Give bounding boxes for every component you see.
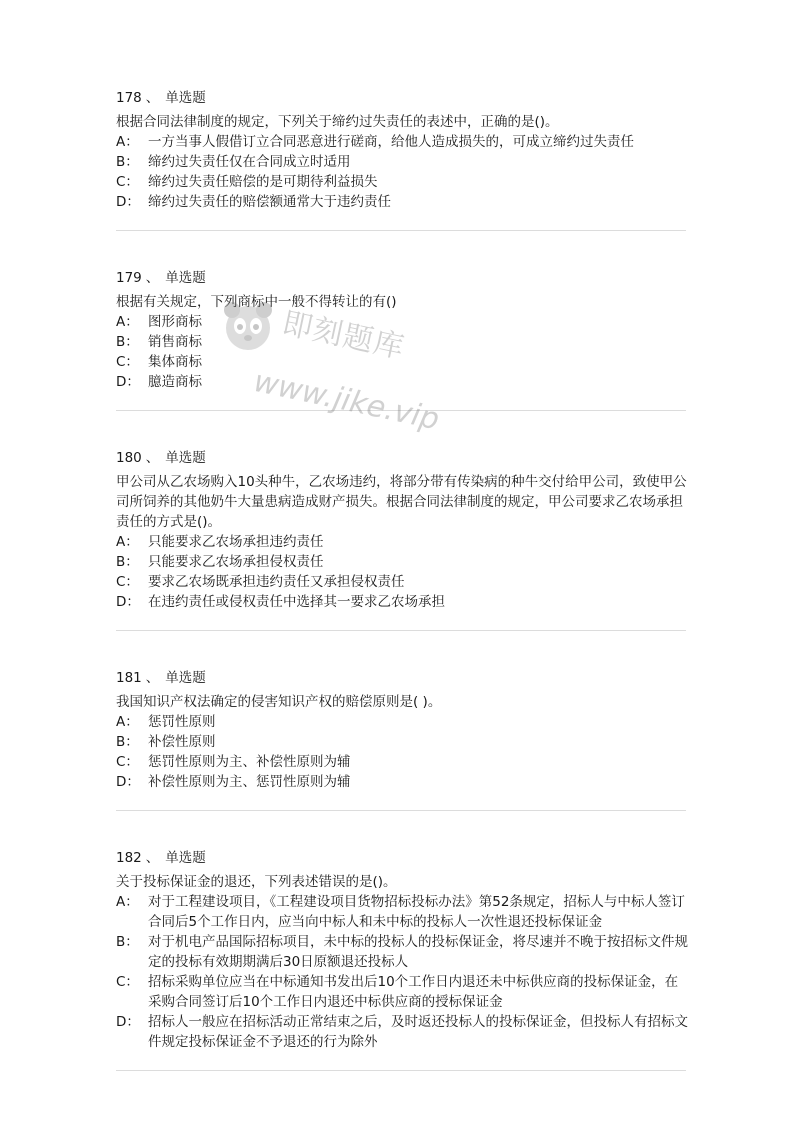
option-text: 缔约过失责任赔偿的是可期待利益损失 [148, 174, 378, 190]
question-text: 根据有关规定，下列商标中一般不得转让的有() [116, 294, 397, 310]
option-key: A： [116, 314, 139, 330]
option-d [116, 592, 688, 612]
option-key: D： [116, 374, 140, 390]
divider [116, 630, 686, 631]
question-separator: 、 [145, 850, 160, 866]
question-180 [116, 448, 688, 612]
option-b [116, 332, 688, 352]
question-text: 根据合同法律制度的规定，下列关于缔约过失责任的表述中，正确的是()。 [116, 114, 559, 130]
question-type: 单选题 [165, 850, 206, 866]
option-text: 惩罚性原则为主、补偿性原则为辅 [148, 754, 351, 770]
option-key: A： [116, 534, 139, 550]
option-text: 补偿性原则 [148, 734, 216, 750]
question-separator: 、 [145, 670, 160, 686]
option-text: 补偿性原则为主、惩罚性原则为辅 [148, 774, 351, 790]
option-a [116, 532, 688, 552]
option-text: 对于工程建设项目，《工程建设项目货物招标投标办法》第52条规定，招标人与中标人签订合同后5个工作日内，应当向中标人和未中标的投标人一次性退还投标保证金 [148, 894, 685, 930]
watermark-brand: 即刻题库 [279, 305, 408, 366]
option-text: 臆造商标 [148, 374, 202, 390]
option-key: A： [116, 134, 139, 150]
question-number: 180 [116, 450, 142, 466]
option-text: 要求乙农场既承担违约责任又承担侵权责任 [148, 574, 405, 590]
option-key: C： [116, 974, 139, 990]
question-header [116, 448, 688, 468]
question-header [116, 268, 688, 288]
option-text: 一方当事人假借订立合同恶意进行磋商，给他人造成损失的，可成立缔约过失责任 [148, 134, 634, 150]
option-text: 图形商标 [148, 314, 202, 330]
question-number: 178 [116, 90, 142, 106]
watermark-url: www.jike.vip [250, 364, 443, 438]
option-text: 只能要求乙农场承担侵权责任 [148, 554, 324, 570]
option-text: 对于机电产品国际招标项目，未中标的投标人的投标保证金，将尽速并不晚于按招标文件规定的投标有效期期满后30日原额退还投标人 [148, 934, 688, 970]
option-c [116, 572, 688, 592]
option-key: D： [116, 594, 140, 610]
option-a [116, 132, 688, 152]
option-text: 招标人一般应在招标活动正常结束之后，及时返还投标人的投标保证金，但投标人有招标文件规定投标保证金不予退还的行为除外 [148, 1014, 688, 1050]
option-d [116, 1012, 688, 1052]
divider [116, 410, 686, 411]
option-key: C： [116, 754, 139, 770]
question-type: 单选题 [165, 450, 206, 466]
option-key: B： [116, 334, 139, 350]
option-a [116, 712, 688, 732]
question-separator: 、 [145, 270, 160, 286]
divider [116, 1070, 686, 1071]
option-key: A： [116, 714, 139, 730]
option-key: C： [116, 174, 139, 190]
option-text: 销售商标 [148, 334, 202, 350]
option-text: 只能要求乙农场承担违约责任 [148, 534, 324, 550]
option-d [116, 372, 688, 392]
option-c [116, 752, 688, 772]
option-b [116, 932, 688, 972]
option-key: B： [116, 934, 139, 950]
question-header [116, 88, 688, 108]
option-text: 集体商标 [148, 354, 202, 370]
question-separator: 、 [145, 450, 160, 466]
option-c [116, 352, 688, 372]
question-type: 单选题 [165, 270, 206, 286]
option-a [116, 892, 688, 932]
question-179 [116, 268, 688, 392]
option-key: B： [116, 554, 139, 570]
question-type: 单选题 [165, 670, 206, 686]
option-b [116, 732, 688, 752]
option-b [116, 552, 688, 572]
question-text: 我国知识产权法确定的侵害知识产权的赔偿原则是( )。 [116, 694, 442, 710]
option-text: 在违约责任或侵权责任中选择其一要求乙农场承担 [148, 594, 445, 610]
option-text: 缔约过失责任的赔偿额通常大于违约责任 [148, 194, 391, 210]
question-178 [116, 88, 688, 212]
option-key: C： [116, 354, 139, 370]
option-key: C： [116, 574, 139, 590]
option-key: B： [116, 734, 139, 750]
question-number: 182 [116, 850, 142, 866]
question-header [116, 848, 688, 868]
option-key: B： [116, 154, 139, 170]
option-c [116, 972, 688, 1012]
option-c [116, 172, 688, 192]
option-key: D： [116, 194, 140, 210]
option-key: A： [116, 894, 139, 910]
option-key: D： [116, 774, 140, 790]
question-text: 关于投标保证金的退还，下列表述错误的是()。 [116, 874, 397, 890]
option-d [116, 772, 688, 792]
question-number: 179 [116, 270, 142, 286]
question-181 [116, 668, 688, 792]
divider [116, 810, 686, 811]
option-text: 惩罚性原则 [148, 714, 216, 730]
question-text: 甲公司从乙农场购入10头种牛，乙农场违约，将部分带有传染病的种牛交付给甲公司，致使甲公司所饲养的其他奶牛大量患病造成财产损失。根据合同法律制度的规定，甲公司要求乙农场承担责任的方式是()。 [116, 474, 687, 530]
option-text: 缔约过失责任仅在合同成立时适用 [148, 154, 351, 170]
option-a [116, 312, 688, 332]
question-type: 单选题 [165, 90, 206, 106]
question-separator: 、 [145, 90, 160, 106]
question-header [116, 668, 688, 688]
option-key: D： [116, 1014, 140, 1030]
question-182 [116, 848, 688, 1052]
question-number: 181 [116, 670, 142, 686]
option-d [116, 192, 688, 212]
option-b [116, 152, 688, 172]
divider [116, 230, 686, 231]
option-text: 招标采购单位应当在中标通知书发出后10个工作日内退还未中标供应商的投标保证金，在采购合同签订后10个工作日内退还中标供应商的授标保证金 [148, 974, 679, 1010]
